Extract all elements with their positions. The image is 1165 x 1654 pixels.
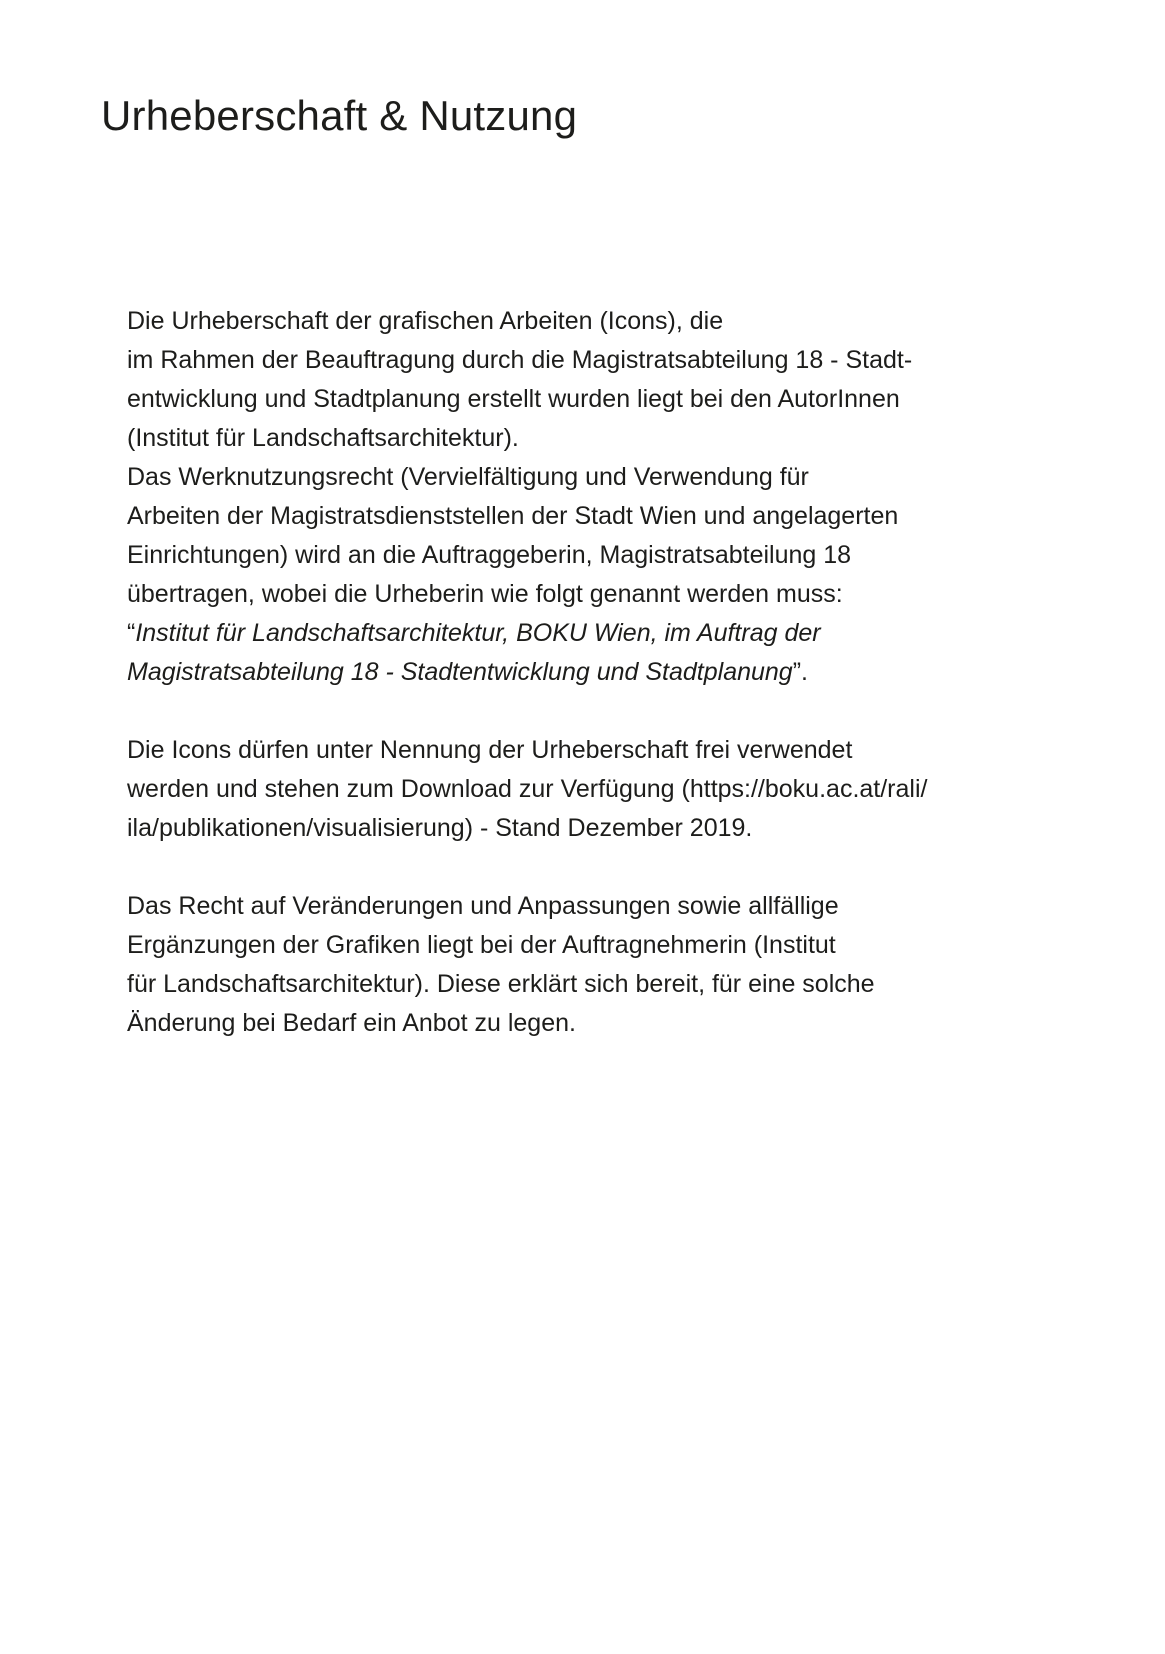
text-line: werden und stehen zum Download zur Verfügung (https://boku.ac.at/rali/ (127, 775, 928, 803)
text-line: im Rahmen der Beauftragung durch die Magistratsabteilung 18 - Stadt- (127, 346, 913, 374)
body-text (127, 302, 1087, 1043)
text-line: übertragen, wobei die Urheberin wie folgt genannt werden muss: (127, 580, 843, 608)
text-line: Einrichtungen) wird an die Auftraggeberin, Magistratsabteilung 18 (127, 541, 852, 569)
paragraph-usage (127, 731, 1087, 848)
citation-line (127, 653, 1087, 692)
text-line: ila/publikationen/visualisierung) - Stand Dezember 2019. (127, 814, 753, 842)
citation-text: Magistratsabteilung 18 - Stadtentwicklung und Stadtplanung (127, 658, 793, 686)
paragraph-authorship (127, 302, 1087, 692)
text-line: Arbeiten der Magistratsdienststellen der Stadt Wien und angelagerten (127, 502, 899, 530)
text-line: Das Werknutzungsrecht (Vervielfältigung und Verwendung für (127, 463, 809, 491)
text-line: (Institut für Landschaftsarchitektur). (127, 424, 519, 452)
text-line: Das Recht auf Veränderungen und Anpassungen sowie allfällige (127, 892, 839, 920)
text-line: Ergänzungen der Grafiken liegt bei der Auftragnehmerin (Institut (127, 931, 836, 959)
citation-line (127, 614, 1087, 653)
citation-text: Institut für Landschaftsarchitektur, BOKU Wien, im Auftrag der (135, 619, 821, 647)
text-line: Änderung bei Bedarf ein Anbot zu legen. (127, 1009, 576, 1037)
text-line: Die Urheberschaft der grafischen Arbeiten (Icons), die (127, 307, 724, 335)
text-line: für Landschaftsarchitektur). Diese erklärt sich bereit, für eine solche (127, 970, 875, 998)
paragraph-modifications (127, 887, 1087, 1043)
quote-close-mark: ”. (792, 658, 808, 686)
quote-open-mark: “ (127, 619, 136, 647)
text-line: Die Icons dürfen unter Nennung der Urheberschaft frei verwendet (127, 736, 853, 764)
page-title: Urheberschaft & Nutzung (101, 92, 578, 139)
paragraph-spacer (127, 848, 1087, 887)
text-line: entwicklung und Stadtplanung erstellt wurden liegt bei den AutorInnen (127, 385, 900, 413)
paragraph-spacer (127, 692, 1087, 731)
